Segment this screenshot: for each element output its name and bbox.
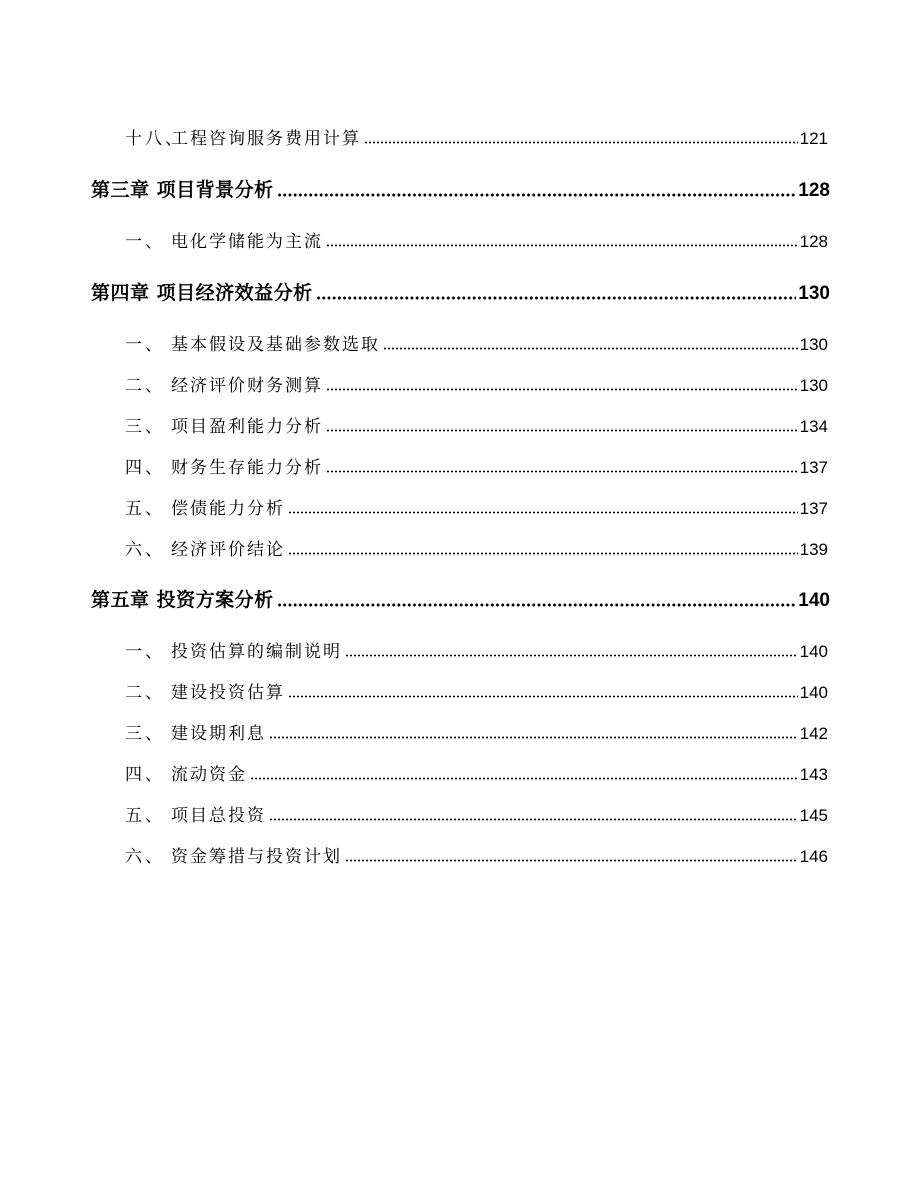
toc-chapter-page: 130: [798, 283, 830, 304]
toc-dot-leader: [326, 388, 798, 391]
toc-entry-page: 130: [799, 376, 828, 395]
toc-dot-leader: [383, 347, 798, 350]
toc-entry-title: 经济评价结论: [171, 540, 285, 560]
toc-entry-title: 资金筹措与投资计划: [171, 847, 342, 867]
toc-chapter[interactable]: [91, 585, 830, 612]
toc-dot-leader: [288, 695, 798, 698]
toc-entry[interactable]: [125, 330, 828, 355]
toc-entry-title: 偿债能力分析: [171, 499, 285, 519]
toc-dot-leader: [345, 654, 798, 657]
toc-chapter-title: 第三章 项目背景分析: [91, 179, 274, 201]
toc-entry-number: 一、: [125, 232, 165, 252]
toc-entry[interactable]: [125, 801, 828, 826]
toc-entry-number: 一、: [125, 335, 165, 355]
toc-entry-page: 121: [799, 129, 828, 148]
toc-dot-leader: [326, 470, 798, 473]
toc-chapter-title: 第四章 项目经济效益分析: [91, 282, 313, 304]
toc-entry-number: 四、: [125, 765, 165, 785]
toc-dot-leader: [326, 244, 798, 247]
toc-entry-title: 工程咨询服务费用计算: [171, 129, 361, 149]
toc-entry-title: 项目总投资: [171, 806, 266, 826]
toc-entry-page: 137: [799, 499, 828, 518]
toc-dot-leader: [326, 429, 798, 432]
toc-dot-leader: [316, 296, 797, 300]
toc-entry-number: 五、: [125, 806, 165, 826]
toc-entry[interactable]: [125, 453, 828, 478]
toc-entry[interactable]: [125, 124, 828, 149]
toc-entry[interactable]: [125, 760, 828, 785]
toc-dot-leader: [277, 603, 797, 607]
toc-entry-number: 六、: [125, 540, 165, 560]
toc-dot-leader: [345, 859, 798, 862]
toc-entry-title: 投资估算的编制说明: [171, 642, 342, 662]
toc-entry-title: 基本假设及基础参数选取: [171, 335, 380, 355]
toc-entry-number: 三、: [125, 417, 165, 437]
toc-entry[interactable]: [125, 842, 828, 867]
toc-dot-leader: [364, 141, 798, 144]
toc-entry[interactable]: [125, 412, 828, 437]
toc-entry[interactable]: [125, 371, 828, 396]
toc-entry-number: 一、: [125, 642, 165, 662]
toc-entry-title: 项目盈利能力分析: [171, 417, 323, 437]
toc-entry-number: 十八、: [125, 129, 185, 149]
toc-entry-title: 建设期利息: [171, 724, 266, 744]
toc-entry-number: 三、: [125, 724, 165, 744]
toc-entry[interactable]: [125, 535, 828, 560]
toc-entry-page: 145: [799, 806, 828, 825]
toc-entry[interactable]: [125, 227, 828, 252]
toc-entry-page: 146: [799, 847, 828, 866]
toc-dot-leader: [277, 193, 797, 197]
toc-entry-page: 139: [799, 540, 828, 559]
toc-chapter[interactable]: [91, 278, 830, 305]
toc-dot-leader: [269, 736, 798, 739]
toc-entry-title: 建设投资估算: [171, 683, 285, 703]
toc-entry-page: 134: [799, 417, 828, 436]
toc-entry-number: 六、: [125, 847, 165, 867]
toc-chapter-title: 第五章 投资方案分析: [91, 589, 274, 611]
toc-entry-page: 140: [799, 642, 828, 661]
toc-entry-page: 140: [799, 683, 828, 702]
toc-entry[interactable]: [125, 719, 828, 744]
toc-entry-number: 五、: [125, 499, 165, 519]
toc-entry-page: 128: [799, 232, 828, 251]
toc-entry-title: 经济评价财务测算: [171, 376, 323, 396]
toc-entry-number: 二、: [125, 376, 165, 396]
toc-chapter-page: 140: [798, 590, 830, 611]
toc-entry-title: 电化学储能为主流: [171, 232, 323, 252]
toc-entry-page: 143: [799, 765, 828, 784]
toc-entry-number: 四、: [125, 458, 165, 478]
toc-entry[interactable]: [125, 678, 828, 703]
toc-entry-title: 财务生存能力分析: [171, 458, 323, 478]
toc-dot-leader: [288, 552, 798, 555]
toc-entry[interactable]: [125, 637, 828, 662]
toc-dot-leader: [288, 511, 798, 514]
toc-chapter[interactable]: [91, 175, 830, 202]
toc-dot-leader: [250, 777, 798, 780]
toc-chapter-page: 128: [798, 180, 830, 201]
toc-entry-page: 137: [799, 458, 828, 477]
toc-entry-page: 130: [799, 335, 828, 354]
toc-entry-title: 流动资金: [171, 765, 247, 785]
toc-entry[interactable]: [125, 494, 828, 519]
toc-entry-page: 142: [799, 724, 828, 743]
toc-dot-leader: [269, 818, 798, 821]
toc-entry-number: 二、: [125, 683, 165, 703]
